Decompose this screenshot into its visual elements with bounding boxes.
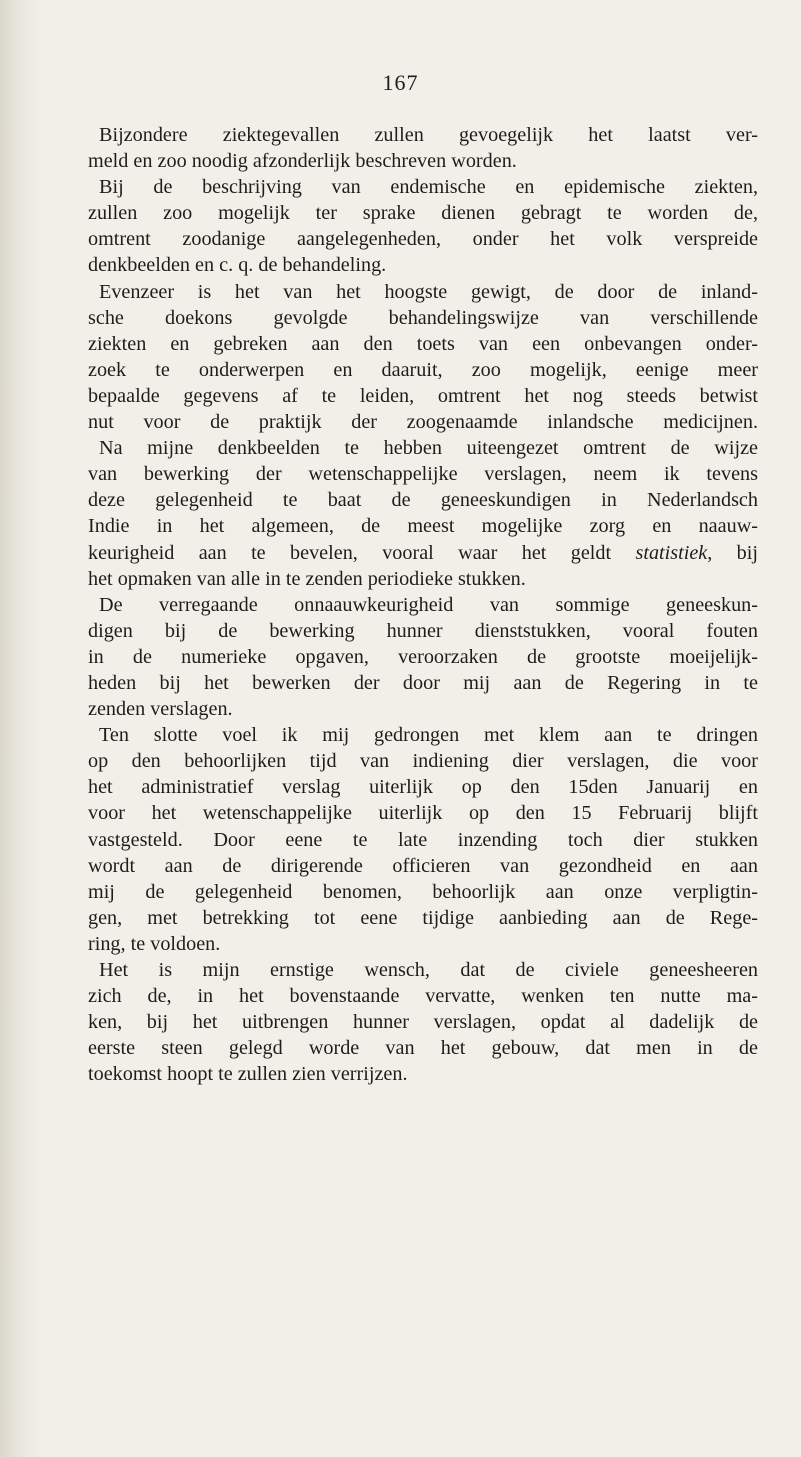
text-line-content: meld en zoo noodig afzonderlijk beschreven worden.: [88, 150, 517, 173]
text-line: [88, 696, 758, 722]
text-line: [88, 226, 758, 252]
text-line-content: bepaalde gegevens af te leiden, omtrent het nog steeds betwist: [88, 384, 758, 407]
body-text: [88, 122, 758, 1087]
text-line: [88, 800, 758, 826]
text-line: [88, 618, 758, 644]
text-line: [88, 357, 758, 383]
text-line-content: het opmaken van alle in te zenden periodieke stukken.: [88, 567, 526, 590]
text-line: [88, 957, 758, 983]
text-line: [88, 644, 758, 670]
text-line-content: Indie in het algemeen, de meest mogelijke zorg en naauw-: [88, 515, 758, 538]
text-line-content: vastgesteld. Door eene te late inzending toch dier stukken: [88, 828, 758, 851]
text-line: [88, 748, 758, 774]
text-line-content: heden bij het bewerken der door mij aan de Regering in te: [88, 671, 758, 694]
text-line-content: nut voor de praktijk der zoogenaamde inlandsche medicijnen.: [88, 411, 758, 434]
text-line: [88, 879, 758, 905]
text-line: [88, 931, 758, 957]
text-line-content: zich de, in het bovenstaande vervatte, wenken ten nutte ma-: [88, 985, 758, 1008]
text-line: [88, 279, 758, 305]
text-line: [88, 383, 758, 409]
text-line-tail: , bij: [707, 541, 758, 564]
text-line-content: mij de gelegenheid benomen, behoorlijk aan onze verpligtin-: [88, 880, 758, 903]
text-line-content: Bijzondere ziektegevallen zullen gevoegelijk het laatst ver-: [99, 124, 758, 146]
text-line: [88, 252, 758, 278]
text-line: [88, 305, 758, 331]
text-line-content: ziekten en gebreken aan den toets van een onbevangen onder-: [88, 332, 758, 355]
text-line: [88, 670, 758, 696]
text-line-content: deze gelegenheid te baat de geneeskundigen in Nederlandsch: [88, 489, 758, 512]
text-line-content: Na mijne denkbeelden te hebben uiteengezet omtrent de wijze: [99, 437, 758, 460]
text-line-content: zoek te onderwerpen en daaruit, zoo mogelijk, eenige meer: [88, 358, 758, 381]
text-line-content: De verregaande onnaauwkeurigheid van sommige geneeskun-: [99, 593, 758, 616]
text-line: [88, 774, 758, 800]
text-line: [88, 905, 758, 931]
text-line-content: ring, te voldoen.: [88, 932, 221, 955]
text-line: [88, 435, 758, 461]
text-line-content: zullen zoo mogelijk ter sprake dienen gebragt te worden de,: [88, 202, 758, 225]
text-line: [88, 853, 758, 879]
text-line-content: denkbeelden en c. q. de behandeling.: [88, 254, 387, 277]
text-line-content: Ten slotte voel ik mij gedrongen met klem aan te dringen: [99, 724, 758, 747]
text-line-content: in de numerieke opgaven, veroorzaken de grootste moeijelijk-: [88, 645, 758, 668]
text-line: [88, 983, 758, 1009]
text-line-content: eerste steen gelegd worde van het gebouw, dat men in de: [88, 1037, 758, 1060]
text-line-content: keurigheid aan te bevelen, vooral waar het geldt: [88, 541, 636, 564]
text-line: [88, 461, 758, 487]
text-line: [88, 566, 758, 592]
text-line-content: Het is mijn ernstige wensch, dat de civiele geneesheeren: [99, 959, 758, 981]
text-line-content: Evenzeer is het van het hoogste gewigt, de door de inland-: [99, 280, 758, 303]
page-number: 167: [382, 70, 419, 95]
text-line: [88, 540, 758, 566]
text-line-content: omtrent zoodanige aangelegenheden, onder het volk verspreide: [88, 228, 758, 251]
text-line: [88, 148, 758, 174]
text-line-content: Bij de beschrijving van endemische en epidemische ziekten,: [99, 176, 758, 199]
text-line: [88, 1061, 758, 1087]
text-line: [88, 722, 758, 748]
page-edge-shadow: [0, 0, 40, 1457]
text-line: [88, 200, 758, 226]
text-line: [88, 487, 758, 513]
text-line: [88, 1009, 758, 1035]
text-line-content: van bewerking der wetenschappelijke verslagen, neem ik tevens: [88, 463, 758, 486]
text-line-content: voor het wetenschappelijke uiterlijk op den 15 Februarij blijft: [88, 802, 758, 825]
text-line: [88, 331, 758, 357]
text-line: [88, 409, 758, 435]
text-line: [88, 827, 758, 853]
text-line-content: toekomst hoopt te zullen zien verrijzen.: [88, 1063, 408, 1086]
text-line-content: gen, met betrekking tot eene tijdige aanbieding aan de Rege-: [88, 906, 758, 929]
text-line-content: ken, bij het uitbrengen hunner verslagen, opdat al dadelijk de: [88, 1011, 758, 1034]
text-line-content: sche doekons gevolgde behandelingswijze van verschillende: [88, 306, 758, 329]
text-line-content: op den behoorlijken tijd van indiening dier verslagen, die voor: [88, 750, 758, 773]
text-line: [88, 592, 758, 618]
text-line-content: digen bij de bewerking hunner dienststukken, vooral fouten: [88, 619, 758, 642]
text-line: [88, 174, 758, 200]
text-line-content: wordt aan de dirigerende officieren van gezondheid en aan: [88, 854, 758, 877]
text-line-content: zenden verslagen.: [88, 698, 233, 721]
text-line: [88, 122, 758, 148]
text-line: [88, 513, 758, 539]
italic-term: statistiek: [635, 541, 708, 564]
text-line: [88, 1035, 758, 1061]
text-line-content: het administratief verslag uiterlijk op den 15den Januarij en: [88, 776, 758, 799]
